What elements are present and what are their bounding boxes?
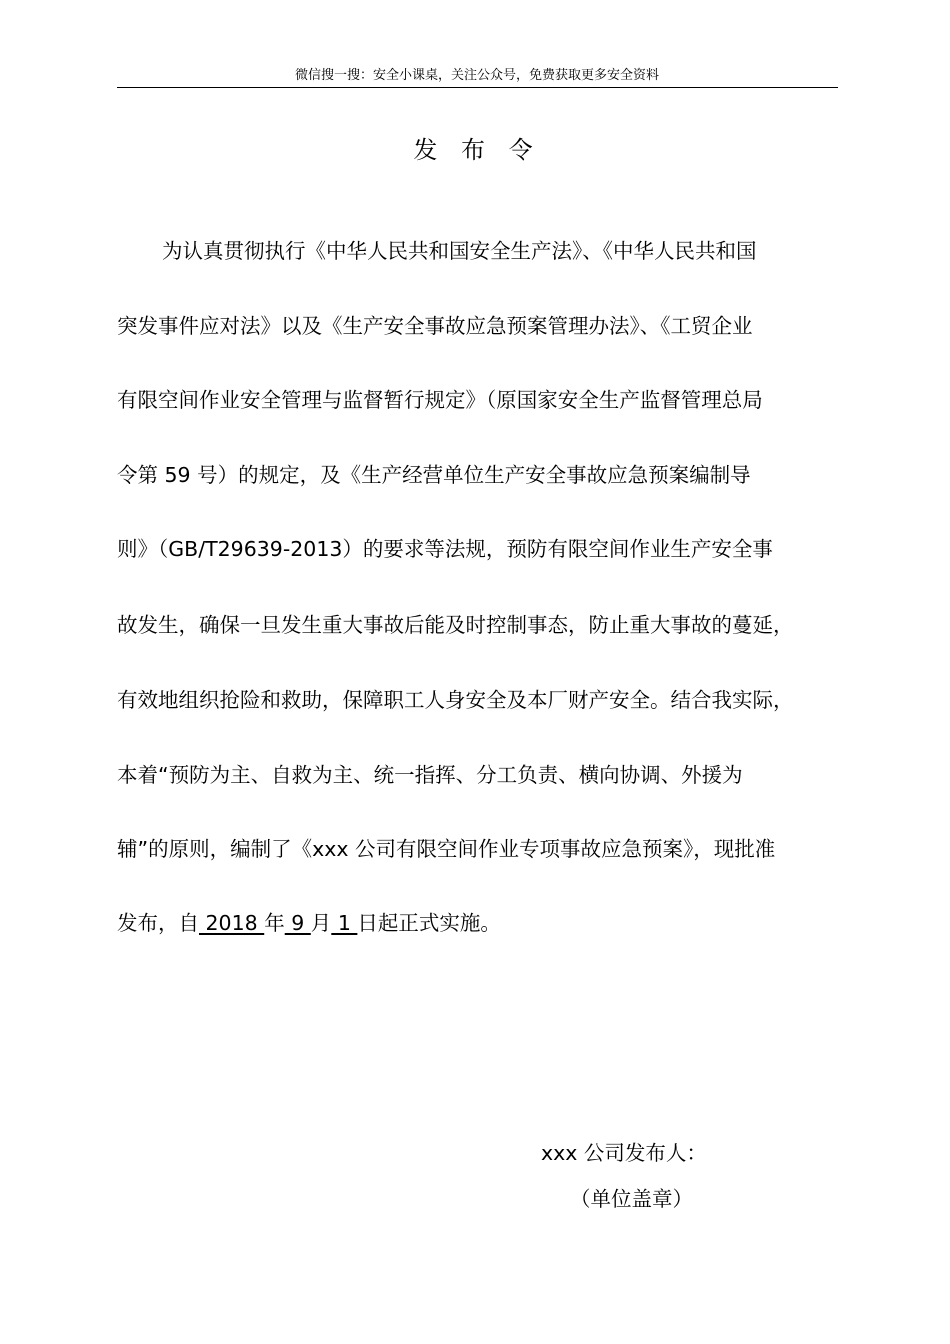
- body-line: 突发事件应对法》以及《生产安全事故应急预案管理办法》、《工贸企业: [117, 314, 753, 338]
- date-day: 1: [331, 911, 358, 935]
- date-prefix: 发布，自: [117, 911, 199, 935]
- page-header-note: 微信搜一搜：安全小课桌，关注公众号，免费获取更多安全资料: [294, 68, 659, 83]
- date-month: 9: [284, 911, 311, 935]
- header-divider: [117, 87, 838, 88]
- date-year-unit: 年: [264, 911, 285, 935]
- body-line: 辅”的原则，编制了《xxx 公司有限空间作业专项事故应急预案》，现批准: [117, 837, 776, 861]
- date-year: 2018: [199, 911, 265, 935]
- body-line: 故发生，确保一旦发生重大事故后能及时控制事态，防止重大事故的蔓延，: [117, 613, 794, 637]
- body-line: 令第 59 号）的规定，及《生产经营单位生产安全事故应急预案编制导: [117, 463, 751, 487]
- unit-seal: （单位盖章）: [570, 1187, 693, 1211]
- body-line: 有效地组织抢险和救助，保障职工人身安全及本厂财产安全。结合我实际，: [117, 688, 794, 712]
- body-line: 则》（GB/T29639-2013）的要求等法规，预防有限空间作业生产安全事: [117, 537, 773, 561]
- body-line: 有限空间作业安全管理与监督暂行规定》（原国家安全生产监督管理总局: [117, 388, 763, 412]
- body-line: 本着“预防为主、自救为主、统一指挥、分工负责、横向协调、外援为: [117, 763, 743, 787]
- document-title: 发 布 令: [413, 136, 541, 164]
- date-suffix: 日起正式实施。: [357, 911, 501, 935]
- date-month-unit: 月: [310, 911, 332, 935]
- body-line-date: [117, 908, 862, 938]
- body-line: 为认真贯彻执行《中华人民共和国安全生产法》、《中华人民共和国: [162, 239, 757, 263]
- publisher-signature: xxx 公司发布人：: [541, 1141, 707, 1165]
